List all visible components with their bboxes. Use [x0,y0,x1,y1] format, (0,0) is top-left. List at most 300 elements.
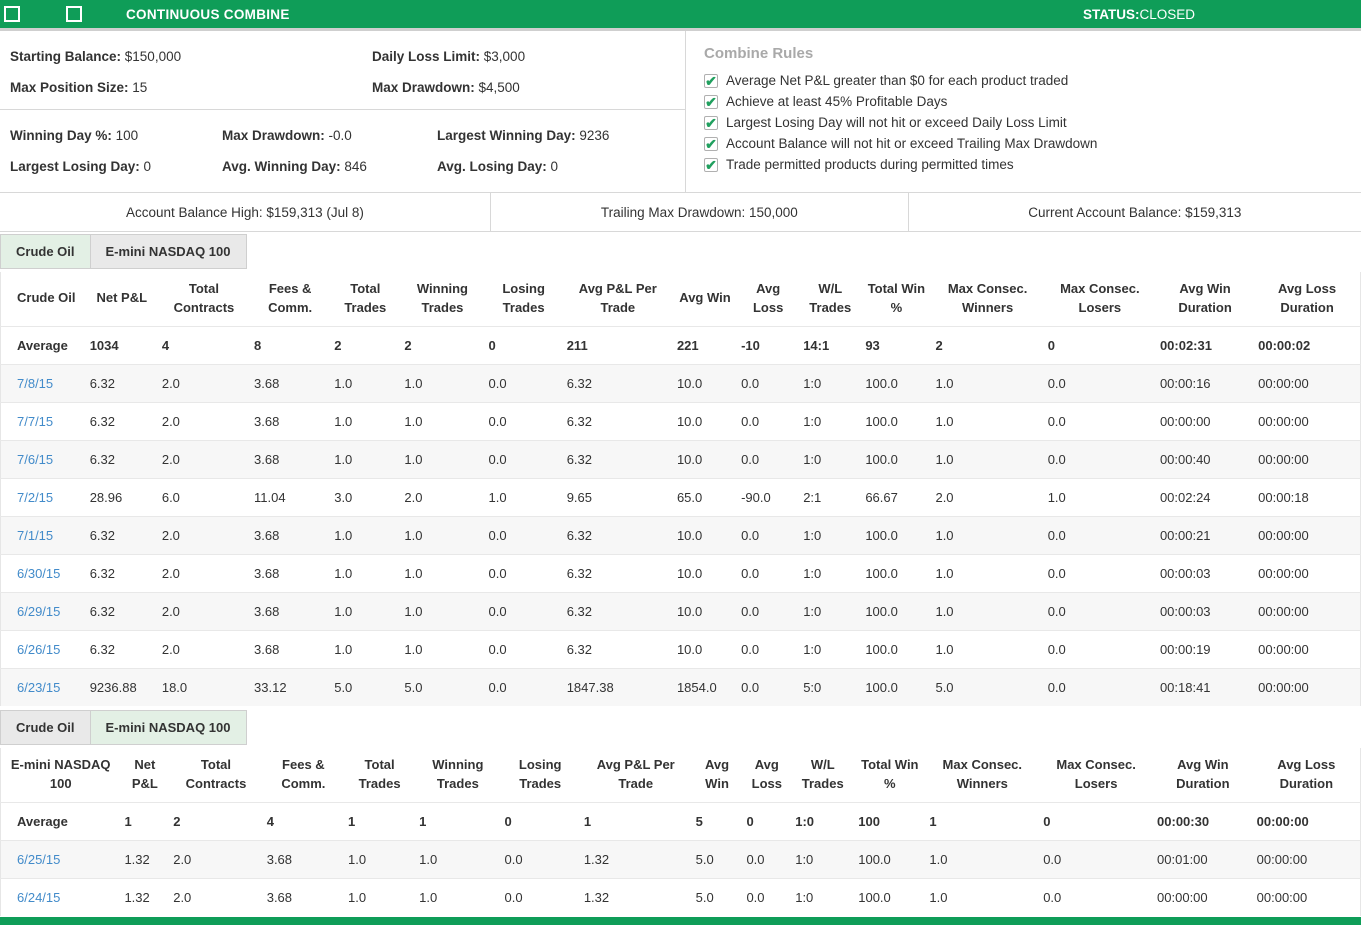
stat-label: Starting Balance: [10,49,122,64]
stat-item-largest-winning-day [437,120,685,151]
stat-item-max-position-size [10,72,372,103]
average-cell: -10 [741,337,760,353]
cell: 6.32 [89,565,115,581]
cell: 5.0 [404,679,423,695]
cell: 3.68 [254,527,280,543]
cell: 00:00:19 [1159,641,1211,657]
cell: 100.0 [858,890,891,906]
cell: 0.0 [746,851,765,867]
column-header-avg-p-l-per-trade: Avg P&L Per Trade [596,757,675,792]
column-header-fees-comm: Fees & Comm. [268,281,313,315]
cell: 3.0 [334,489,353,505]
cell: 2.0 [161,565,180,581]
cell: 0.0 [741,451,760,467]
cell: 1:0 [803,603,822,619]
cell: -90.0 [741,489,771,505]
cell: 100.0 [865,451,898,467]
average-cell: 211 [566,337,588,353]
average-cell: 4 [266,813,274,829]
cell [1,364,86,402]
date-link[interactable]: 6/29/15 [17,603,61,619]
table-header-row [1,272,1361,326]
cell: 0.0 [741,375,760,391]
cell: 2.0 [173,890,192,906]
cell: 1.0 [334,375,353,391]
date-link[interactable]: 7/7/15 [17,413,54,429]
stat-label: Largest Winning Day: [437,128,576,143]
cell: 0.0 [488,451,507,467]
cell: 9236.88 [89,679,137,695]
cell: 00:00:00 [1258,413,1309,429]
rule-text: Achieve at least 45% Profitable Days [726,94,948,109]
checked-checkbox-icon: ✔ [705,135,717,152]
stat-item-max-drawdown [222,120,437,151]
table-row [1,668,1361,706]
cell: 1.0 [935,451,954,467]
cell: 1.0 [334,565,353,581]
date-link[interactable]: 6/26/15 [17,641,61,657]
cell: 6.32 [566,375,593,391]
cell: 00:00:03 [1159,603,1211,619]
column-header-total-win: Total Win % [861,757,919,792]
cell: 1.0 [404,413,423,429]
tab-e-mini-nasdaq-100[interactable]: E-mini NASDAQ 100 [91,234,247,269]
cell: 0.0 [741,565,760,581]
average-cell: 14:1 [803,337,830,353]
cell: 00:00:00 [1157,890,1208,906]
product-tabs-top [0,234,1361,269]
cell: 100.0 [858,851,891,867]
table-header-row [1,748,1361,802]
cell: 10.0 [676,451,703,467]
average-cell: 1:0 [795,813,815,829]
cell: 6.32 [89,603,115,619]
status-value: CLOSED [1139,6,1195,22]
stat-value: 0 [546,159,559,174]
cell: 0.0 [1047,565,1066,581]
average-cell: 2 [935,337,943,353]
average-cell: 93 [865,337,880,353]
cell: 1.0 [348,851,367,867]
cell: 2.0 [161,603,180,619]
cell: 00:00:00 [1258,451,1309,467]
table-row [1,440,1361,478]
cell: 1.0 [935,527,954,543]
table-row [1,592,1361,630]
cell: 6.32 [566,603,593,619]
cell: 1:0 [803,451,822,467]
cell: 0.0 [488,641,507,657]
cell: 9.65 [566,489,593,505]
cell: 3.68 [254,375,280,391]
cell [1,440,86,478]
column-header-avg-win: Avg Win [679,290,731,306]
cell: 0.0 [488,565,507,581]
cell: 1.0 [935,603,954,619]
stat-value: 100 [111,128,139,143]
cell [1,668,86,706]
cell: 1.0 [334,603,353,619]
column-header-avg-win-duration: Avg Win Duration [1176,757,1230,792]
account-balance-strip [0,192,1361,232]
cell: 5.0 [935,679,954,695]
rule-text: Trade permitted products during permitted times [726,157,1014,172]
stats-column [0,31,686,192]
cell: 0.0 [1047,527,1066,543]
column-header-winning-trades: Winning Trades [416,281,469,315]
cell: 100.0 [865,679,898,695]
average-row [1,802,1361,840]
stat-label: Largest Losing Day: [10,159,140,174]
cell: 6.32 [566,565,593,581]
tab-e-mini-nasdaq-100[interactable]: E-mini NASDAQ 100 [91,710,247,745]
crude-oil-table [0,272,1361,706]
combine-rules-list [704,73,1361,172]
cell: 0.0 [1047,375,1066,391]
stat-item-largest-losing-day [10,151,222,182]
column-header-avg-loss-duration: Avg Loss Duration [1278,281,1337,315]
cell: 00:00:40 [1159,451,1211,467]
cell: 18.0 [161,679,188,695]
cell: 2.0 [161,451,180,467]
cell: 00:00:00 [1256,851,1308,867]
cell: 6.32 [566,641,593,657]
column-header-avg-loss-duration: Avg Loss Duration [1277,757,1336,792]
product-tabs-bottom [0,710,1361,745]
cell: 00:00:00 [1258,641,1309,657]
column-header-total-contracts: Total Contracts [185,757,247,792]
cell: 1.0 [404,641,423,657]
cell: 6.32 [89,451,115,467]
checked-checkbox-icon: ✔ [705,72,717,89]
table-row [1,364,1361,402]
cell: 00:00:00 [1258,679,1309,695]
date-link[interactable]: 6/23/15 [17,679,61,695]
combine-rule [704,73,1361,88]
column-header-avg-p-l-per-trade: Avg P&L Per Trade [578,281,657,315]
cell: 3.68 [254,451,280,467]
cell: 1.0 [1047,489,1066,505]
page-title: CONTINUOUS COMBINE [126,6,290,22]
cell: 0.0 [488,603,507,619]
average-cell: 2 [404,337,412,353]
cell: 3.68 [254,641,280,657]
stat-label: Daily Loss Limit: [372,49,481,64]
stat-item-avg-winning-day [222,151,437,182]
column-header-avg-loss: Avg Loss [751,757,782,792]
cell: 6.0 [161,489,180,505]
cell: 10.0 [676,565,703,581]
stat-item-max-drawdown [372,72,685,103]
average-cell: 0 [504,813,512,829]
stat-value: $4,500 [474,80,520,95]
cell: 100.0 [865,375,898,391]
cell: 28.96 [89,489,123,505]
cell: 0.0 [746,890,765,906]
cell [1,402,86,440]
cell: 1847.38 [566,679,614,695]
checkbox-icon[interactable] [66,6,82,22]
cell: 1:0 [803,527,822,543]
cell: 1:0 [803,413,822,429]
cell: 2.0 [935,489,954,505]
status-label: STATUS: [1082,6,1140,22]
cell: 00:00:16 [1159,375,1211,391]
cell: 2:1 [803,489,822,505]
performance-stats [0,110,685,192]
column-header-max-consec-losers: Max Consec. Losers [1056,757,1136,792]
balance-cell-account-balance-high: Account Balance High: $159,313 (Jul 8) [126,204,364,220]
column-header-w-l-trades: W/L Trades [801,757,844,792]
cell: 1.0 [404,527,423,543]
combine-rules-panel [686,31,1361,192]
cell: 6.32 [89,375,115,391]
cell: 00:00:00 [1258,603,1309,619]
column-header-max-consec-winners: Max Consec. Winners [942,757,1023,792]
table-row [1,630,1361,668]
cell: 2.0 [161,641,180,657]
stat-value: 0 [139,159,152,174]
average-cell: 8 [254,337,262,353]
cell: 0.0 [1047,641,1066,657]
average-cell: 1 [419,813,427,829]
average-row [1,326,1361,364]
average-cell: Average [17,337,68,353]
cell: 0.0 [741,641,760,657]
emini-nasdaq-table [0,748,1361,916]
average-cell: 0 [488,337,496,353]
column-header-losing-trades: Losing Trades [518,757,562,792]
cell: 2.0 [404,489,423,505]
column-header-w-l-trades: W/L Trades [809,281,852,315]
rule-text: Largest Losing Day will not hit or exceed Daily Loss Limit [726,115,1067,130]
stat-value: 9236 [575,128,610,143]
status-badge [1083,7,1195,22]
cell: 66.67 [865,489,898,505]
cell: 2.0 [161,375,180,391]
cell: 10.0 [676,527,703,543]
cell: 00:00:00 [1258,565,1309,581]
column-header-winning-trades: Winning Trades [432,757,484,792]
cell: 1.0 [348,890,367,906]
cell: 0.0 [1047,451,1066,467]
cell: 3.68 [266,851,293,867]
cell: 1.0 [334,527,353,543]
cell: 1.0 [935,413,954,429]
checked-checkbox-icon: ✔ [705,93,717,110]
date-link[interactable]: 7/8/15 [17,375,54,391]
cell: 3.68 [254,565,280,581]
cell: 1.0 [935,641,954,657]
cell: 1:0 [795,890,814,906]
column-header-net-p-l: Net P&L [96,290,148,306]
date-link[interactable]: 6/30/15 [17,565,61,581]
cell: 5:0 [803,679,822,695]
tab-crude-oil[interactable]: Crude Oil [0,234,91,269]
checked-checkbox-icon: ✔ [705,156,717,173]
cell [1,554,86,592]
cell: 0.0 [488,413,507,429]
cell: 11.04 [254,489,286,505]
cell: 1.0 [929,851,948,867]
cell: 1:0 [803,565,822,581]
cell: 0.0 [504,890,523,906]
cell: 1:0 [795,851,814,867]
stat-item-winning-day [10,120,222,151]
column-header-e-mini-nasdaq-100: E-mini NASDAQ 100 [10,757,111,792]
cell: 3.68 [254,413,280,429]
cell: 00:00:00 [1159,413,1211,429]
average-cell: 2 [173,813,181,829]
cell: 2.0 [161,413,180,429]
stat-label: Winning Day %: [10,128,112,143]
average-cell: 1 [929,813,937,829]
date-link[interactable]: 7/2/15 [17,489,54,505]
column-header-max-consec-losers: Max Consec. Losers [1060,281,1140,315]
cell [1,592,86,630]
cell: 00:00:00 [1256,890,1308,906]
column-header-fees-comm: Fees & Comm. [281,757,326,792]
cell [1,478,86,516]
cell: 00:02:24 [1159,489,1211,505]
cell: 1.0 [404,451,423,467]
column-header-avg-win-duration: Avg Win Duration [1178,281,1232,315]
average-cell: 100 [858,813,880,829]
stat-label: Avg. Winning Day: [222,159,341,174]
cell: 6.32 [566,413,593,429]
average-cell: 00:00:02 [1258,337,1311,353]
cell: 33.12 [254,679,287,695]
cell: 3.68 [266,890,293,906]
column-header-losing-trades: Losing Trades [502,281,545,315]
cell: 0.0 [741,603,760,619]
stat-label: Max Drawdown: [372,80,475,95]
cell: 00:00:03 [1159,565,1211,581]
average-cell: 5 [695,813,703,829]
cell: 100.0 [865,413,898,429]
date-link[interactable]: 7/6/15 [17,451,54,467]
cell: 3.68 [254,603,280,619]
combine-rule [704,115,1361,130]
stat-label: Max Position Size: [10,80,129,95]
average-cell: 2 [334,337,342,353]
cell: 6.32 [89,527,115,543]
column-header-max-consec-winners: Max Consec. Winners [947,281,1028,315]
cell: 00:00:00 [1258,527,1309,543]
cell: 6.32 [89,641,115,657]
cell: 1.0 [935,375,954,391]
stat-item-avg-losing-day [437,151,685,182]
date-link[interactable]: 7/1/15 [17,527,54,543]
table-row [1,554,1361,592]
combine-parameters [0,31,685,110]
cell: 1.0 [334,413,353,429]
column-header-total-contracts: Total Contracts [173,281,235,315]
column-header-total-win: Total Win % [867,281,926,315]
cell: 0.0 [1047,413,1066,429]
cell: 6.32 [89,413,115,429]
cell: 1.0 [935,565,954,581]
average-cell: 1 [124,813,132,829]
cell: 00:18:41 [1159,679,1211,695]
cell: 6.32 [566,451,593,467]
checked-checkbox-icon: ✔ [705,114,717,131]
cell: 100.0 [865,603,898,619]
column-header-crude-oil: Crude Oil [17,290,76,306]
average-cell: 1034 [89,337,119,353]
average-cell: 1 [348,813,356,829]
cell: 1:0 [803,375,822,391]
cell: 5.0 [695,890,714,906]
cell: 0.0 [741,527,760,543]
cell: 100.0 [865,527,898,543]
combine-rule [704,94,1361,109]
column-header-avg-loss: Avg Loss [752,281,784,315]
combine-rules-title: Combine Rules [704,45,814,62]
stat-label: Avg. Losing Day: [437,159,547,174]
cell: 1.32 [124,851,150,867]
cell: 0.0 [1047,679,1066,695]
rule-text: Account Balance will not hit or exceed Trailing Max Drawdown [726,136,1098,151]
cell: 1.0 [404,603,423,619]
cell: 0.0 [488,527,507,543]
stat-value: $3,000 [480,49,526,64]
cell: 1854.0 [676,679,717,695]
column-header-total-trades: Total Trades [344,281,387,315]
balance-cell-current-account-balance: Current Account Balance: $159,313 [908,193,1361,231]
date-link[interactable]: 6/25/15 [17,851,61,867]
cell: 1.0 [334,641,353,657]
summary-panel [0,31,1361,192]
cell: 10.0 [676,413,703,429]
cell: 00:00:18 [1258,489,1309,505]
cell: 1.0 [404,565,423,581]
cell: 00:00:21 [1159,527,1211,543]
cell: 100.0 [865,641,898,657]
cell: 0.0 [741,413,760,429]
stat-value: 15 [128,80,148,95]
cell: 0.0 [488,679,507,695]
checkbox-icon[interactable] [4,6,20,22]
title-bar [0,0,1361,31]
cell: 10.0 [676,603,703,619]
average-cell: 00:00:30 [1157,813,1210,829]
stat-item-starting-balance [10,41,372,72]
balance-cell-trailing-max-drawdown: Trailing Max Drawdown: 150,000 [490,193,908,231]
stat-value: -0.0 [324,128,352,143]
column-header-total-trades: Total Trades [358,757,401,792]
tab-crude-oil[interactable]: Crude Oil [0,710,91,745]
cell: 00:00:00 [1258,375,1309,391]
date-link[interactable]: 6/24/15 [17,890,61,906]
cell: 2.0 [173,851,192,867]
cell: 65.0 [676,489,703,505]
cell: 5.0 [695,851,714,867]
stat-value: 846 [340,159,367,174]
table-row [1,478,1361,516]
cell: 2.0 [161,527,180,543]
average-cell: 0 [1047,337,1055,353]
average-cell: Average [17,813,68,829]
cell: 0.0 [741,679,760,695]
cell: 1.0 [488,489,507,505]
cell [1,840,121,878]
average-cell: 00:00:00 [1256,813,1309,829]
cell [1,878,121,916]
cell: 1.0 [334,451,353,467]
stat-label: Max Drawdown: [222,128,325,143]
cell [1,630,86,668]
